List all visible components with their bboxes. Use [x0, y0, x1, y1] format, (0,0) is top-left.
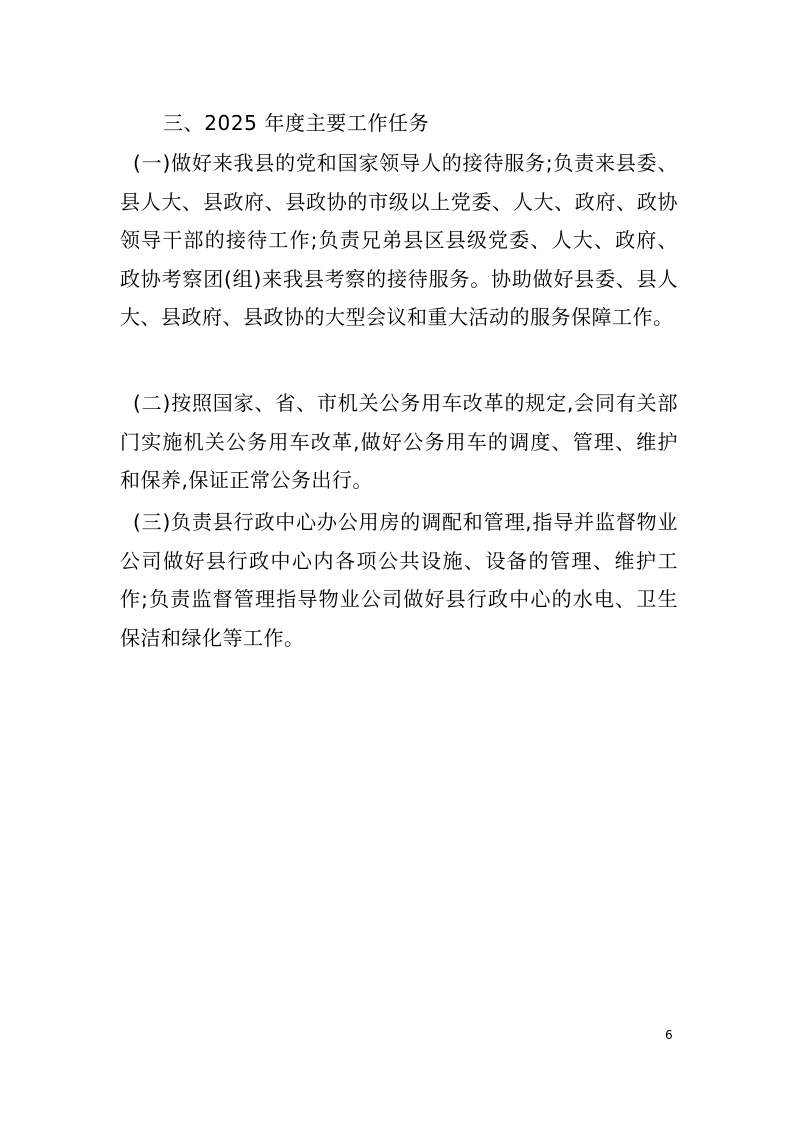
paragraph-office-management: (三)负责县行政中心办公用房的调配和管理,指导并监督物业公司做好县行政中心内各项公共设施、设备的管理、维护工作;负责监督管理指导物业公司做好县行政中心的水电、卫生保洁和绿化等工作。 [120, 510, 678, 650]
paragraph-vehicle-reform: (二)按照国家、省、市机关公务用车改革的规定,会同有关部门实施机关公务用车改革,做好公务用车的调度、管理、维护和保养,保证正常公务出行。 [120, 391, 678, 492]
page-number: 6 [665, 1028, 673, 1042]
paragraph-reception-services: (一)做好来我县的党和国家领导人的接待服务;负责来县委、县人大、县政府、县政协的市级以上党委、人大、政府、政协领导干部的接待工作;负责兄弟县区县级党委、人大、政府、政协考察团(组)来我县考察的接待服务。协助做好县委、县人大、县政府、县政协的大型会议和重大活动的服务保障工作。 [120, 151, 678, 329]
section-heading: 三、2025 年度主要工作任务 [163, 111, 430, 135]
